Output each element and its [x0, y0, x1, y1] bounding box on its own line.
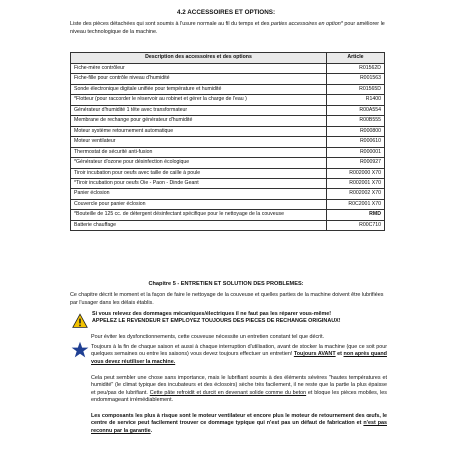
table-row — [71, 168, 385, 178]
row-description: Fiche-fille pour contrôle niveau d'humidité — [71, 74, 327, 84]
row-description: Sonde électronique digitale unifiée pour température et humidité — [71, 84, 327, 94]
tip4-text: Les composants les plus à risque sont le moteur ventilateur et encore plus le moteur de retournement des œufs, le centre de service peut facilement trouver ce dommage typique qui n'est pas un défaut de fabrication et — [91, 413, 387, 427]
table-row — [71, 147, 385, 157]
row-description: Générateur d'humidité 1 tête avec transformateur — [71, 105, 327, 115]
row-article: R001563 — [327, 74, 385, 84]
warning-icon — [72, 313, 88, 329]
section-title: 4.2 ACCESSOIRES ET OPTIONS: — [176, 9, 276, 16]
header-article: Article — [327, 53, 385, 64]
tip-paragraph-1: Pour éviter les dysfonctionnements, cette couveuse nécessite un entretien constant tel que décrit. — [91, 334, 325, 340]
tip3-text-end: et bloque les pièces mobiles, les endommageant irrémédiablement. — [91, 389, 388, 404]
row-article: R000610 — [327, 137, 385, 147]
maintenance-tips — [70, 334, 390, 444]
table-row — [71, 158, 385, 168]
accessories-table — [70, 52, 385, 231]
tip4-underline: n'est pas reconnu par la garantie — [91, 420, 387, 434]
row-article: R0C2001 X70 — [327, 199, 385, 209]
row-article: R00A554 — [327, 105, 385, 115]
row-article: R000927 — [327, 158, 385, 168]
intro-paragraph — [70, 21, 388, 37]
table-row — [71, 74, 385, 84]
row-description: *Flotteur (pour raccorder le réservoir au robinet et gérer la charge de l'eau ) — [71, 95, 327, 105]
row-description: Moteur système retournement automatique — [71, 126, 327, 136]
tip3-underline: Cette pâte refroidit et durcit en devenant solide comme du beton — [149, 389, 307, 396]
row-article: R00B555 — [327, 116, 385, 126]
row-article: R002000 X70 — [327, 168, 385, 178]
tip-paragraph-4 — [91, 413, 387, 435]
table-row — [71, 95, 385, 105]
tip2-text: Toujours à la fin de chaque saison et aussi à chaque interruption d'utilisation, avant de stocker la machine (que ce soit pour quelques semaines ou entre les saisons) vous devez toujours effectuer un entretien! — [91, 344, 387, 358]
chapter-title: Chapitre 5 - ENTRETIEN ET SOLUTION DES PROBLEMES: — [148, 281, 304, 287]
table-row — [71, 210, 385, 220]
tip-paragraph-2 — [91, 344, 387, 366]
table-row — [71, 178, 385, 188]
tip2-bold-underline: Toujours AVANT — [293, 351, 336, 358]
chapter-intro: Ce chapitre décrit le moment et la façon de faire le nettoyage de la couveuse et quelles parties de la machine doivent être lubrifiées par l'usager dans les délais établis. — [70, 292, 384, 306]
table-row — [71, 64, 385, 74]
table-row — [71, 189, 385, 199]
row-article: R000800 — [327, 126, 385, 136]
intro-text-1: Liste des pièces détachées qui sont soumis à l'usure normale au fil du temps et des — [70, 21, 271, 27]
row-description: Membrane de rechange pour générateur d'humidité — [71, 116, 327, 126]
table-row — [71, 220, 385, 230]
table-header-row — [71, 53, 385, 64]
row-description: Panier éclosion — [71, 189, 327, 199]
warning-text — [92, 311, 388, 326]
row-description: *Tiroir incubation pour oeufs Oie - Paon - Dinde Geant — [71, 178, 327, 188]
row-description: Batterie chauffage — [71, 220, 327, 230]
table-row — [71, 116, 385, 126]
row-description: Couvercle pour panier éclosion — [71, 199, 327, 209]
tip4-end: . — [150, 427, 153, 434]
table-row — [71, 126, 385, 136]
row-article: R01562D — [327, 64, 385, 74]
warning-line-2: APPELEZ LE REVENDEUR ET EMPLOYEZ TOUJOURS DES PIECES DE RECHANGE ORIGINAUX! — [92, 318, 341, 325]
row-description: Thermostat de sécurité anti-fusion — [71, 147, 327, 157]
intro-italic: parties accessoires en option* — [270, 21, 343, 27]
tip2-bold-underline-2: non après quand vous devez réutiliser la machine. — [91, 351, 387, 365]
tip3-text: Cela peut sembler une chose sans importance, mais le lubrifiant soumis à des éléments sévères "hautes températures et humidité" (le climat typique des incubateurs et des éclosoirs) sèche très facilement, il ne reste que la partie la plus épaisse et peu/pas de lubrifiant. — [91, 375, 387, 396]
row-article: R1400 — [327, 95, 385, 105]
tip2-and: et — [335, 351, 344, 358]
row-article: R000001 — [327, 147, 385, 157]
tip-paragraph-3 — [91, 375, 387, 405]
row-article: R00C710 — [327, 220, 385, 230]
warning-line-1: Si vous relevez des dommages mécaniques/électriques il ne faut pas les réparer vous-même! — [92, 311, 332, 317]
row-description: Fiche-mère contrôleur — [71, 64, 327, 74]
row-article: R002002 X70 — [327, 189, 385, 199]
row-description: *Bouteille de 125 cc. de détergent désinfectant spécifique pour le nettoyage de la couveuse — [71, 210, 327, 220]
row-description: Tiroir incubation pour oeufs avec taille de caille à poule — [71, 168, 327, 178]
table-row — [71, 84, 385, 94]
row-description: Moteur ventilateur — [71, 137, 327, 147]
row-article: R002001 X70 — [327, 178, 385, 188]
header-description: Description des accessoires et des options — [71, 53, 327, 64]
warning-block — [70, 311, 390, 335]
row-article: RMD — [327, 210, 385, 220]
table-row — [71, 199, 385, 209]
table-row — [71, 105, 385, 115]
row-article: R01565D — [327, 84, 385, 94]
table-row — [71, 137, 385, 147]
row-description: *Générateur d'ozone pour désinfection écologique — [71, 158, 327, 168]
intro-text-2: pour améliorer le niveau technologique de la machine. — [70, 21, 385, 35]
star-icon — [71, 341, 89, 359]
